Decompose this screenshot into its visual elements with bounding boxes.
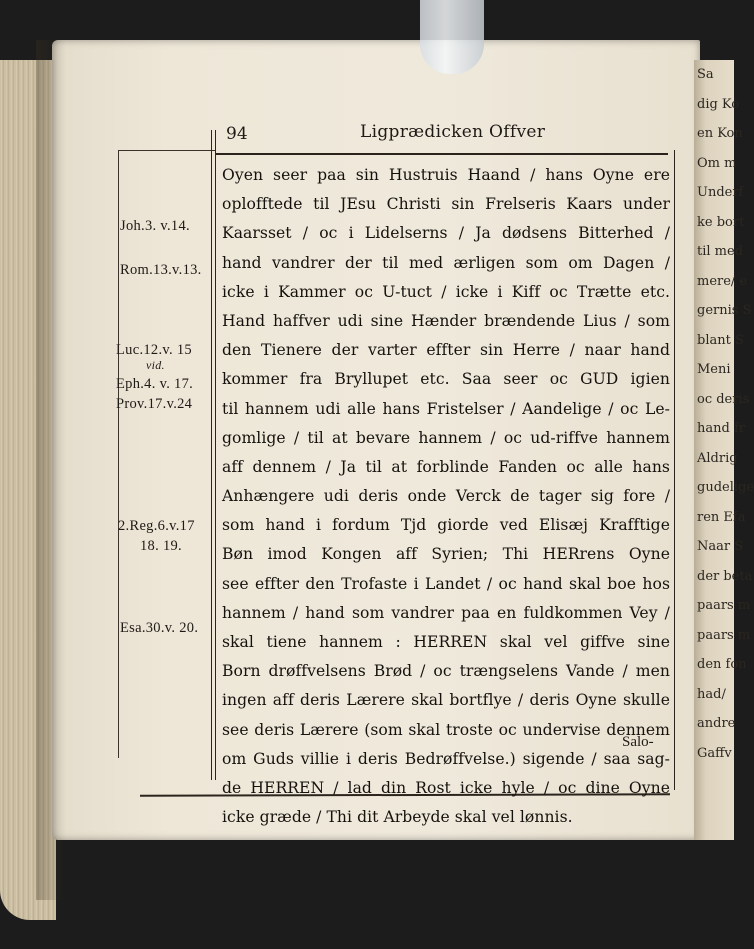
margin-note: Eph.4. v. 17. [116, 376, 194, 392]
text-line: Kaarsset / oc i Lidelserns / Ja dødsens Bitterhed / [222, 224, 670, 243]
text-line: om Guds villie i deris Bedrøffvelse.) sigende / saa sag- [222, 749, 670, 768]
page-clip [420, 0, 484, 74]
column-rule [211, 130, 212, 780]
facing-page-line: oc deris [697, 391, 750, 407]
text-line: Oyen seer paa sin Hustruis Haand / hans Oyne ere [222, 166, 670, 184]
facing-page-line: Naar S [697, 539, 744, 554]
text-line: Bøn imod Kongen aff Syrien; Thi HERrens Oyne [222, 545, 670, 564]
margin-note: Esa.30.v. 20. [120, 620, 199, 636]
facing-page-line: andre [697, 716, 736, 731]
text-line: de HERREN / lad din Rost icke hyle / oc dine Oyne [222, 778, 670, 797]
facing-page-line: dig Ko [697, 96, 740, 112]
text-line: til hannem udi alle hans Fristelser / Aandelige / oc Le- [222, 399, 670, 418]
text-line: som hand i fordum Tjd giorde ved Elisæj Krafftige [222, 516, 670, 535]
facing-page-line: ren Efa [697, 509, 746, 525]
text-line: gomlige / til at bevare hannem / oc ud-riffve hannem [222, 428, 670, 447]
text-line: Born drøffvelsens Brød / oc trængselens Vande / men [222, 662, 670, 681]
margin-note: Prov.17.v.24 [116, 396, 193, 412]
facing-page-line: ke bort [697, 214, 745, 230]
margin-note: 18. 19. [140, 538, 182, 554]
facing-page-line: Aldrig [697, 450, 738, 466]
facing-page-line: blant S [697, 332, 744, 348]
facing-page-line: paars m [697, 598, 751, 613]
facing-page-line: Meni [697, 362, 731, 377]
facing-page-fragment [694, 60, 754, 840]
facing-page-line: der beta [697, 568, 753, 584]
facing-page-line: Underf [697, 185, 744, 200]
text-line: icke i Kammer oc U-tuct / icke i Kiff oc Trætte etc. [222, 282, 670, 301]
text-line: hand vandrer der til med ærligen som om Dagen / [222, 253, 670, 272]
text-line: den Tienere der varter effter sin Herre / naar hand [222, 341, 670, 360]
text-line: ingen aff deris Lærere skal bortflye / deris Oyne skulle [222, 691, 670, 710]
text-line: Hand haffver udi sine Hænder brændende Lius / som [222, 311, 670, 330]
margin-note: vid. [146, 358, 165, 372]
facing-page-line: mere/ e [697, 273, 748, 289]
facing-page-line: til med [697, 244, 744, 259]
text-line: see effter den Trofaste i Landet / oc hand skal boe hos [222, 574, 670, 593]
text-line: see deris Lærere (som skal troste oc undervise dennem [222, 720, 670, 739]
text-line: aff dennem / Ja til at forblinde Fanden oc alle hans [222, 457, 670, 476]
text-line: skal tiene hannem : HERREN skal vel giffve sine [222, 633, 670, 651]
facing-page-line: Om m [697, 155, 737, 171]
facing-page-line: Sa [697, 67, 714, 82]
text-line: kommer fra Bryllupet etc. Saa seer oc GUD igien [222, 370, 670, 389]
margin-note: 2.Reg.6.v.17 [118, 518, 195, 534]
text-line: hannem / hand som vandrer paa en fuldkommen Vey / [222, 603, 670, 622]
facing-page-line: Gaffv [697, 745, 732, 761]
book-gutter-shadow [36, 40, 66, 900]
text-line: oplofftede til JEsu Christi sin Frelseris Kaars under [222, 195, 670, 214]
text-line: icke græde / Thi dit Arbeyde skal vel lønnis. [222, 808, 573, 827]
facing-page-line: hand fr [697, 421, 745, 436]
facing-page-line: den fon [697, 657, 747, 672]
page-number: 94 [226, 124, 248, 144]
margin-note: Joh.3. v.14. [120, 218, 190, 234]
right-frame-rule [674, 150, 675, 790]
header-rule [216, 153, 668, 155]
facing-page-line: had/ [697, 686, 726, 702]
margin-note: Rom.13.v.13. [120, 262, 202, 278]
catchword: Salo- [622, 734, 654, 750]
margin-note: Luc.12.v. 15 [116, 342, 192, 358]
body-text [222, 161, 670, 832]
column-rule-inner [215, 130, 216, 780]
running-head: Ligprædicken Offver [360, 122, 546, 142]
facing-page-line: en Kon [697, 126, 743, 141]
margin-rule [118, 150, 215, 151]
facing-page-line: gudelige [697, 480, 754, 495]
facing-page-line: paars m [697, 627, 751, 643]
margin-rule-vertical [118, 150, 119, 758]
facing-page-line: gernis S [697, 303, 752, 318]
text-line: Anhængere udi deris onde Verck de tager sig fore / [222, 487, 670, 506]
